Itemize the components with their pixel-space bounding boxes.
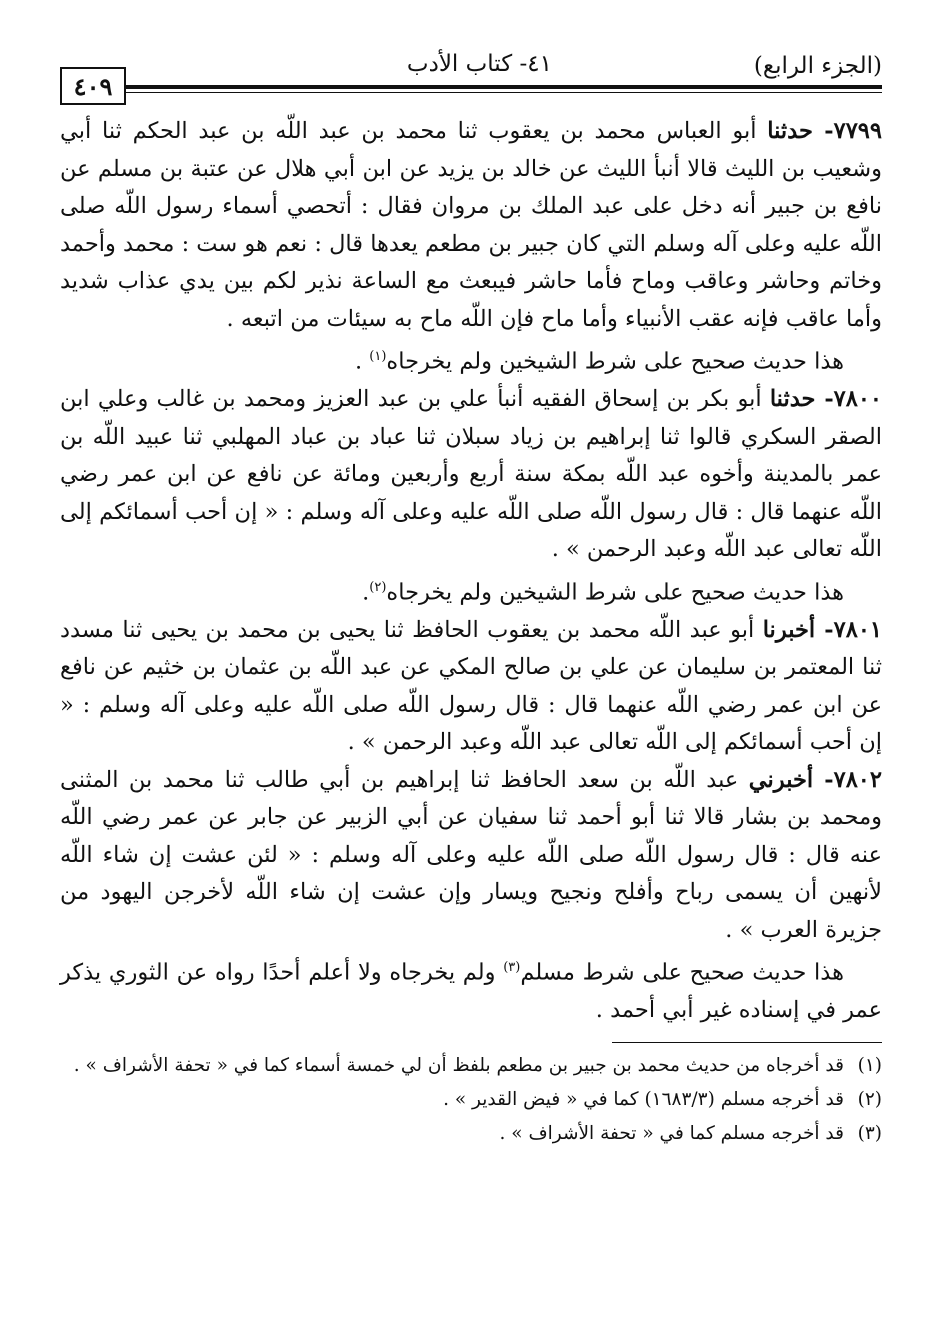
header-rule-thick: [124, 85, 882, 89]
footnote: [60, 1083, 882, 1117]
header-rule-thin: [124, 92, 882, 93]
volume-label: (الجزء الرابع): [753, 53, 882, 79]
paragraph-text-tail: ولم يخرجاه ولا أعلم أحدًا رواه عن الثوري يذكر عمر في إسناده غير أبي أحمد .: [60, 959, 882, 1023]
footnote-ref: (٣): [503, 960, 521, 975]
footnote-ref: (١): [369, 349, 387, 364]
footnote: [60, 1049, 882, 1083]
grading-note: [60, 338, 882, 381]
chapter-title: ٤١- كتاب الأدب: [406, 51, 552, 77]
footnote-number: (٣): [857, 1122, 882, 1144]
hadith-number: ٧٨٠٠- حدثنا: [769, 386, 882, 412]
footnote: [60, 1117, 882, 1151]
footnote-number: (١): [857, 1054, 882, 1076]
page-header: [60, 45, 882, 99]
page-number: [60, 67, 126, 105]
footnote-ref: (٢): [369, 579, 387, 595]
hadith-number: ٧٨٠١- أخبرنا: [762, 616, 882, 643]
hadith-paragraph: [60, 381, 882, 569]
hadith-number: ٧٧٩٩- حدثنا: [767, 118, 882, 144]
paragraph-text-tail: .: [362, 579, 370, 605]
paragraph-text: هذا حديث صحيح على شرط الشيخين ولم يخرجاه: [386, 579, 844, 605]
body-text: [60, 113, 882, 1030]
paragraph-text: عبد اللّه بن سعد الحافظ ثنا إبراهيم بن أبي طالب ثنا محمد بن المثنى ومحمد بن بشار قالا ثنا أبو أحمد ثنا سفيان عن أبي الزبير عن جابر عن عمر رضي اللّه عنه قال : قال رسول اللّه صلى اللّه عليه وعلى آله وسلم : « لئن عشت إن شاء اللّه لأنهين أن يسمى رباح وأفلح ونجيح ويسار وإن عشت إن شاء اللّه لأخرجن اليهود من جزيرة العرب » .: [60, 766, 882, 943]
footnote-text: قد أخرجه مسلم (١٦٨٣/٣) كما في « فيض القدير » .: [443, 1088, 844, 1110]
hadith-paragraph: [60, 113, 882, 338]
paragraph-text-tail: .: [354, 348, 370, 375]
hadith-paragraph: [60, 612, 882, 762]
paragraph-text: أبو عبد اللّه محمد بن يعقوب الحافظ ثنا يحيى بن محمد بن يحيى ثنا مسدد ثنا المعتمر بن سليمان عن علي بن صالح المكي عن عبد اللّه بن عثمان بن خثيم عن نافع عن ابن عمر رضي اللّه عنهما قال : قال رسول اللّه صلى اللّه عليه وعلى آله وسلم : « إن أحب أسمائكم إلى اللّه تعالى عبد اللّه وعبد الرحمن » .: [60, 616, 882, 755]
grading-note: [60, 949, 882, 1030]
footnotes: [60, 1049, 882, 1151]
footnote-divider: [612, 1042, 882, 1043]
paragraph-text: هذا حديث صحيح على شرط الشيخين ولم يخرجاه: [386, 348, 844, 375]
paragraph-text: أبو العباس محمد بن يعقوب ثنا محمد بن عبد اللّه بن عبد الحكم ثنا أبي وشعيب بن الليث قالا أنبأ الليث عن خالد بن يزيد عن ابن أبي هلال عن عتبة بن مسلم عن نافع بن جبير أنه دخل على عبد الملك بن مروان فقال : أتحصي أسماء رسول اللّه صلى اللّه عليه وعلى آله وسلم التي كان جبير بن مطعم يعدها قال : نعم هو ست : محمد وأحمد وخاتم وحاشر وعاقب وماح فأما حاشر فيبعث مع الساعة نذير لكم بين يدي عذاب شديد وأما عاقب فإنه عقب الأنبياء وأما ماح فإن اللّه ماح به سيئات من اتبعه .: [60, 118, 882, 332]
paragraph-text: هذا حديث صحيح على شرط مسلم: [520, 959, 844, 986]
grading-note: [60, 569, 882, 612]
hadith-paragraph: [60, 762, 882, 950]
footnote-text: قد أخرجه مسلم كما في « تحفة الأشراف » .: [499, 1122, 844, 1144]
footnote-text: قد أخرجاه من حديث محمد بن جبير بن مطعم بلفظ أن لي خمسة أسماء كما في « تحفة الأشراف » .: [73, 1054, 844, 1076]
hadith-number: ٧٨٠٢- أخبرني: [748, 766, 882, 793]
paragraph-text: أبو بكر بن إسحاق الفقيه أنبأ علي بن عبد العزيز ومحمد بن غالب وعلي ابن الصقر السكري قالوا ثنا إبراهيم بن زياد سبلان ثنا عباد بن عباد المهلبي ثنا عبيد اللّه بن عمر بالمدينة وأخوه عبد اللّه بمكة سنة أربع وأربعين ومائة عن نافع عن ابن عمر رضي اللّه عنهما قال : قال رسول اللّه صلى اللّه عليه وعلى آله وسلم : « إن أحب أسمائكم إلى اللّه تعالى عبد اللّه وعبد الرحمن » .: [60, 386, 882, 562]
footnote-number: (٢): [857, 1088, 882, 1110]
book-page: [60, 45, 882, 1151]
page-number-text: ٤٠٩: [73, 71, 113, 101]
